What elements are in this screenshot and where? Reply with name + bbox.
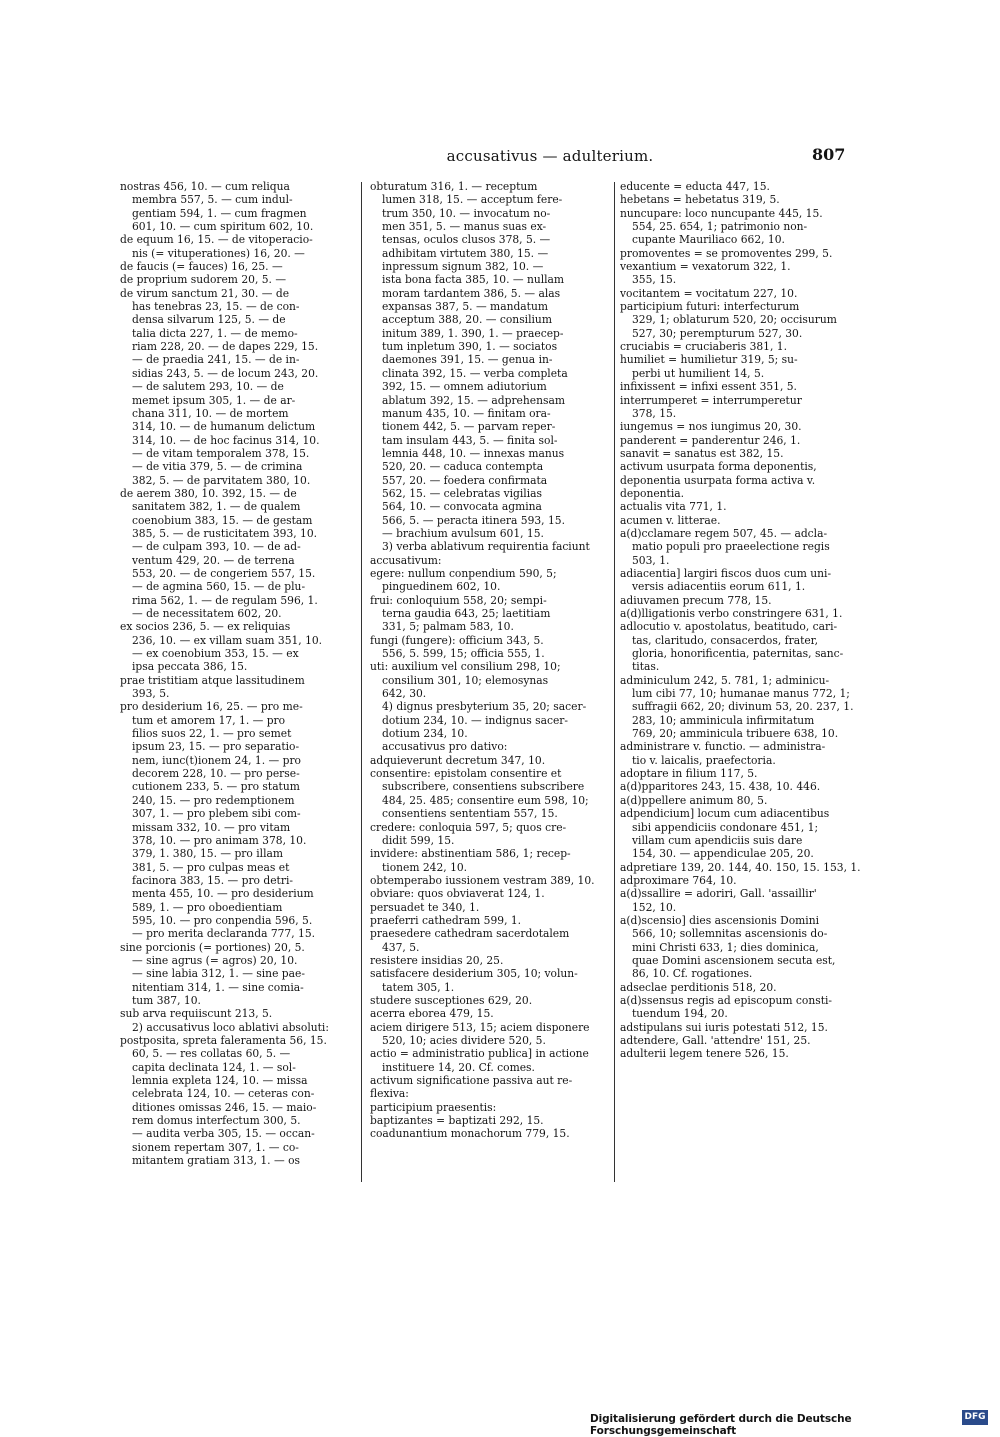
index-line: fungi (fungere): officium 343, 5. — [370, 633, 544, 647]
index-line: didit 599, 15. — [382, 833, 455, 847]
index-line: expansas 387, 5. — mandatum — [382, 300, 548, 314]
index-line: coadunantium monachorum 779, 15. — [370, 1127, 570, 1141]
index-line: terna gaudia 643, 25; laetitiam — [382, 607, 551, 620]
index-line: 240, 15. — pro redemptionem — [132, 793, 295, 807]
index-line: 769, 20; amminicula tribuere 638, 10. — [632, 727, 839, 741]
index-line: egere: nullum conpendium 590, 5; — [370, 566, 557, 580]
index-line: densa silvarum 125, 5. — de — [132, 313, 286, 327]
index-line: accusativus pro dativo: — [382, 740, 508, 754]
index-line: celebrata 124, 10. — ceteras con- — [132, 1087, 315, 1101]
index-line: 520, 20. — caduca contempta — [382, 460, 544, 474]
index-line: ex socios 236, 5. — ex reliquias — [120, 620, 291, 634]
index-line: acumen v. litterae. — [620, 513, 721, 527]
index-line: manum 435, 10. — finitam ora- — [382, 406, 551, 420]
index-line: decorem 228, 10. — pro perse- — [132, 767, 300, 781]
index-line: 392, 15. — omnem adiutorium — [382, 380, 547, 394]
index-line: tum inpletum 390, 1. — sociatos — [382, 340, 558, 354]
index-line: — sine agrus (= agros) 20, 10. — [132, 953, 298, 967]
index-line: 329, 1; oblaturum 520, 20; occisurum — [632, 313, 837, 327]
index-line: sidias 243, 5. — de locum 243, 20. — [132, 366, 319, 380]
index-line: 2) accusativus loco ablativi absoluti: — [132, 1020, 329, 1034]
index-line: adhibitam virtutem 380, 15. — — [382, 246, 549, 260]
index-line: participium futuri: interfecturum — [620, 300, 800, 314]
index-line: satisfacere desiderium 305, 10; volun- — [370, 967, 578, 981]
index-line: tio v. laicalis, praefectoria. — [632, 753, 776, 767]
index-line: ditiones omissas 246, 15. — maio- — [132, 1100, 317, 1114]
index-line: dotium 234, 10. — [382, 727, 468, 741]
index-line: acerra eborea 479, 15. — [370, 1007, 494, 1021]
index-line: adulterii legem tenere 526, 15. — [620, 1047, 789, 1061]
index-line: educente = educta 447, 15. — [620, 180, 770, 193]
index-line: quae Domini ascensionem secuta est, — [632, 953, 836, 967]
index-line: — de necessitatem 602, 20. — [132, 607, 282, 620]
index-line: facinora 383, 15. — pro detri- — [132, 873, 293, 887]
index-line: 562, 15. — celebratas vigilias — [382, 486, 543, 500]
index-line: nem, iunc(t)ionem 24, 1. — pro — [132, 753, 301, 767]
index-line: credere: conloquia 597, 5; quos cre- — [370, 820, 567, 834]
index-line: praeferri cathedram 599, 1. — [370, 913, 522, 927]
index-line: adoptare in filium 117, 5. — [620, 767, 758, 781]
index-line: — audita verba 305, 15. — occan- — [132, 1127, 315, 1141]
index-line: vexantium = vexatorum 322, 1. — [620, 260, 791, 274]
index-line: has tenebras 23, 15. — de con- — [132, 300, 300, 314]
index-line: villam cum apendiciis suis dare — [632, 833, 803, 847]
index-line: adquieverunt decretum 347, 10. — [370, 753, 546, 767]
index-line: perbi ut humilient 14, 5. — [632, 366, 765, 380]
index-line: activum usurpata forma deponentis, — [620, 460, 817, 474]
index-line: iungemus = nos iungimus 20, 30. — [620, 420, 802, 434]
index-line: obviare: quos obviaverat 124, 1. — [370, 887, 545, 901]
index-line: 503, 1. — [632, 553, 670, 567]
index-line: adstipulans sui iuris potestati 512, 15. — [620, 1020, 828, 1034]
index-line: a(d)ssallire = adoriri, Gall. 'assaillir' — [620, 887, 817, 901]
index-line: nitentiam 314, 1. — sine comia- — [132, 980, 304, 994]
index-line: mitantem gratiam 313, 1. — os — [132, 1154, 300, 1168]
index-line: frui: conloquium 558, 20; sempi- — [370, 593, 547, 607]
index-line: 566, 10; sollemnitas ascensionis do- — [632, 927, 828, 941]
index-line: deponentia. — [620, 486, 685, 500]
index-line: 437, 5. — [382, 940, 420, 954]
index-line: adproximare 764, 10. — [620, 873, 737, 887]
index-line: adiacentia] largiri fiscos duos cum uni- — [620, 566, 832, 580]
index-line: tum 387, 10. — [132, 993, 201, 1007]
index-line: ista bona facta 385, 10. — nullam — [382, 273, 565, 287]
index-line: adpendicium] locum cum adiacentibus — [620, 807, 830, 821]
index-line: 595, 10. — pro conpendia 596, 5. — [132, 913, 313, 927]
index-line: resistere insidias 20, 25. — [370, 953, 504, 967]
index-column-1 — [120, 180, 352, 1167]
index-line: a(d)scensio] dies ascensionis Domini — [620, 913, 820, 927]
index-line: de proprium sudorem 20, 5. — — [120, 273, 287, 287]
index-line: administrare v. functio. — administra- — [620, 740, 826, 754]
page-number: 807 — [812, 145, 846, 164]
index-line: inpressum signum 382, 10. — — [382, 260, 544, 274]
index-line: matio populi pro praeelectione regis — [632, 540, 830, 554]
index-line: daemones 391, 15. — genua in- — [382, 353, 553, 367]
index-line: adlocutio v. apostolatus, beatitudo, cari- — [620, 620, 838, 634]
index-line: adseclae perditionis 518, 20. — [620, 980, 777, 994]
index-line: capita declinata 124, 1. — sol- — [132, 1060, 296, 1074]
dfg-logo: DFG — [962, 1410, 988, 1425]
index-line: de equum 16, 15. — de vitoperacio- — [120, 233, 313, 247]
index-line: vocitantem = vocitatum 227, 10. — [620, 286, 798, 300]
index-line: ventum 429, 20. — de terrena — [132, 553, 295, 567]
index-line: cutionem 233, 5. — pro statum — [132, 780, 300, 794]
index-line: cruciabis = cruciaberis 381, 1. — [620, 340, 787, 354]
index-line: de faucis (= fauces) 16, 25. — — [120, 260, 283, 274]
index-line: activum significatione passiva aut re- — [370, 1074, 573, 1088]
index-line: de aerem 380, 10. 392, 15. — de — [120, 486, 297, 500]
index-line: mini Christi 633, 1; dies dominica, — [632, 940, 819, 954]
index-line: — pro merita declaranda 777, 15. — [132, 927, 316, 941]
index-line: 520, 10; acies dividere 520, 5. — [382, 1034, 546, 1047]
index-line: titas. — [632, 660, 660, 674]
index-line: participium praesentis: — [370, 1100, 497, 1114]
index-line: a(d)ppellere animum 80, 5. — [620, 793, 768, 807]
index-line: prae tristitiam atque lassitudinem — [120, 673, 305, 687]
index-line: clinata 392, 15. — verba completa — [382, 366, 568, 380]
index-line: 554, 25. 654, 1; patrimonio non- — [632, 220, 808, 234]
index-line: 86, 10. Cf. rogationes. — [632, 967, 753, 981]
index-line: suffragii 662, 20; divinum 53, 20. 237, 1. — [632, 700, 854, 714]
index-line: 553, 20. — de congeriem 557, 15. — [132, 566, 316, 580]
index-line: sionem repertam 307, 1. — co- — [132, 1140, 299, 1154]
index-line: 314, 10. — de humanum delictum — [132, 420, 316, 434]
index-line: invidere: abstinentiam 586, 1; recep- — [370, 847, 571, 861]
index-line: 331, 5; palmam 583, 10. — [382, 620, 514, 634]
index-line: accusativum: — [370, 553, 442, 567]
index-line: lemnia expleta 124, 10. — missa — [132, 1074, 308, 1088]
index-line: acceptum 388, 20. — consilium — [382, 313, 552, 327]
index-line: 379, 1. 380, 15. — pro illam — [132, 847, 284, 861]
index-line: gloria, honorificentia, paternitas, sanc- — [632, 647, 844, 661]
index-line: versis adiacentiis eorum 611, 1. — [632, 580, 806, 594]
index-line: 381, 5. — pro culpas meas et — [132, 860, 290, 874]
index-line: 378, 15. — [632, 406, 677, 420]
index-line: deponentia usurpata forma activa v. — [620, 473, 816, 487]
index-line: ablatum 392, 15. — adprehensam — [382, 393, 565, 407]
index-line: tensas, oculos clusos 378, 5. — — [382, 233, 551, 247]
index-line: 566, 5. — peracta itinera 593, 15. — [382, 513, 565, 527]
index-line: tionem 242, 10. — [382, 860, 468, 874]
index-line: 307, 1. — pro plebem sibi com- — [132, 807, 301, 821]
index-line: 484, 25. 485; consentire eum 598, 10; — [382, 793, 589, 807]
index-line: aciem dirigere 513, 15; aciem disponere — [370, 1020, 590, 1034]
index-line: tam insulam 443, 5. — finita sol- — [382, 433, 558, 447]
index-line: — ex coenobium 353, 15. — ex — [132, 647, 299, 661]
index-line: tionem 442, 5. — parvam reper- — [382, 420, 556, 434]
index-line: men 351, 5. — manus suas ex- — [382, 220, 547, 234]
index-line: filios suos 22, 1. — pro semet — [132, 727, 292, 741]
index-line: coenobium 383, 15. — de gestam — [132, 513, 313, 527]
index-line: panderent = panderentur 246, 1. — [620, 433, 801, 447]
index-line: consilium 301, 10; elemosynas — [382, 673, 549, 687]
index-column-2 — [370, 180, 608, 1141]
index-line: 283, 10; amminicula infirmitatum — [632, 713, 815, 727]
index-line: obtemperabo iussionem vestram 389, 10. — [370, 873, 595, 887]
index-line: lum cibi 77, 10; humanae manus 772, 1; — [632, 687, 850, 701]
index-line: 355, 15. — [632, 273, 677, 287]
index-line: lumen 318, 15. — acceptum fere- — [382, 193, 563, 207]
index-line: 589, 1. — pro oboedientiam — [132, 900, 283, 914]
index-line: adminiculum 242, 5. 781, 1; adminicu- — [620, 673, 830, 687]
funding-notice: Digitalisierung gefördert durch die Deutsche Forschungsgemeinschaft — [590, 1413, 852, 1437]
index-line: trum 350, 10. — invocatum no- — [382, 206, 551, 220]
index-line: consentire: epistolam consentire et — [370, 767, 562, 781]
index-line: de virum sanctum 21, 30. — de — [120, 286, 290, 300]
index-line: a(d)lligationis verbo constringere 631, 1. — [620, 607, 843, 620]
column-divider — [361, 182, 362, 1182]
index-line: flexiva: — [370, 1087, 409, 1101]
index-line: 564, 10. — convocata agmina — [382, 500, 542, 514]
index-line: a(d)pparitores 243, 15. 438, 10. 446. — [620, 780, 821, 794]
index-line: 378, 10. — pro animam 378, 10. — [132, 833, 307, 847]
running-head-title: accusativus — adulterium. — [446, 147, 654, 165]
column-divider — [614, 182, 615, 1182]
index-line: 601, 10. — cum spiritum 602, 10. — [132, 220, 314, 234]
index-line: 314, 10. — de hoc facinus 314, 10. — [132, 433, 320, 447]
index-line: 152, 10. — [632, 900, 677, 914]
index-line: — de vitam temporalem 378, 15. — [132, 446, 310, 460]
index-line: sibi appendiciis condonare 451, 1; — [632, 820, 819, 834]
index-line: actio = administratio publica] in actione — [370, 1047, 589, 1061]
index-line: promoventes = se promoventes 299, 5. — [620, 246, 833, 260]
index-line: subscribere, consentiens subscribere — [382, 780, 585, 794]
index-line: actualis vita 771, 1. — [620, 500, 727, 514]
index-line: lemnia 448, 10. — innexas manus — [382, 446, 565, 460]
index-line: 4) dignus presbyterium 35, 20; sacer- — [382, 700, 587, 714]
index-line: — sine labia 312, 1. — sine pae- — [132, 967, 305, 981]
index-line: postposita, spreta faleramenta 56, 15. — [120, 1034, 327, 1047]
index-line: sanavit = sanatus est 382, 15. — [620, 446, 784, 460]
index-line: — de vitia 379, 5. — de crimina — [132, 460, 303, 474]
index-line: chana 311, 10. — de mortem — [132, 406, 289, 420]
index-line: obturatum 316, 1. — receptum — [370, 180, 538, 193]
index-line: — de culpam 393, 10. — de ad- — [132, 540, 301, 554]
index-line: 393, 5. — [132, 687, 170, 701]
index-line: membra 557, 5. — cum indul- — [132, 193, 293, 207]
index-line: infixissent = infixi essent 351, 5. — [620, 380, 797, 394]
index-line: adpretiare 139, 20. 144, 40. 150, 15. 153, 1. — [620, 860, 861, 874]
index-line: humiliet = humilietur 319, 5; su- — [620, 353, 798, 367]
index-line: tatem 305, 1. — [382, 980, 455, 994]
index-line: 557, 20. — foedera confirmata — [382, 473, 548, 487]
index-line: 385, 5. — de rusticitatem 393, 10. — [132, 526, 318, 540]
index-column-3 — [620, 180, 876, 1061]
index-line: sub arva requiiscunt 213, 5. — [120, 1007, 273, 1021]
index-line: missam 332, 10. — pro vitam — [132, 820, 291, 834]
index-line: cupante Mauriliaco 662, 10. — [632, 233, 785, 247]
index-line: gentiam 594, 1. — cum fragmen — [132, 206, 307, 220]
index-line: tuendum 194, 20. — [632, 1007, 728, 1021]
index-line: adiuvamen precum 778, 15. — [620, 593, 772, 607]
index-line: sine porcionis (= portiones) 20, 5. — [120, 940, 305, 954]
index-line: a(d)cclamare regem 507, 45. — adcla- — [620, 526, 828, 540]
index-line: 642, 30. — [382, 687, 427, 701]
index-line: uti: auxilium vel consilium 298, 10; — [370, 660, 561, 674]
index-line: moram tardantem 386, 5. — alas — [382, 286, 561, 300]
index-line: tas, claritudo, consacerdos, frater, — [632, 633, 819, 647]
index-line: 527, 30; perempturum 527, 30. — [632, 326, 803, 340]
index-line: ipsa peccata 386, 15. — [132, 660, 248, 674]
index-line: memet ipsum 305, 1. — de ar- — [132, 393, 296, 407]
index-line: adtendere, Gall. 'attendre' 151, 25. — [620, 1034, 811, 1047]
index-line: interrumperet = interrumperetur — [620, 393, 802, 407]
index-line: 556, 5. 599, 15; officia 555, 1. — [382, 647, 545, 661]
index-line: praesedere cathedram sacerdotalem — [370, 927, 570, 941]
index-line: 236, 10. — ex villam suam 351, 10. — [132, 633, 323, 647]
index-line: — brachium avulsum 601, 15. — [382, 526, 544, 540]
index-line: persuadet te 340, 1. — [370, 900, 480, 914]
index-line: rima 562, 1. — de regulam 596, 1. — [132, 593, 318, 607]
index-line: riam 228, 20. — de dapes 229, 15. — [132, 340, 319, 354]
index-line: hebetans = hebetatus 319, 5. — [620, 193, 780, 207]
index-line: ipsum 23, 15. — pro separatio- — [132, 740, 300, 754]
index-line: pro desiderium 16, 25. — pro me- — [120, 700, 303, 714]
index-line: a(d)ssensus regis ad episcopum consti- — [620, 993, 833, 1007]
index-line: — de agmina 560, 15. — de plu- — [132, 580, 306, 594]
index-line: — de salutem 293, 10. — de — [132, 380, 284, 394]
index-line: nostras 456, 10. — cum reliqua — [120, 180, 290, 193]
index-line: 3) verba ablativum requirentia faciunt — [382, 540, 590, 554]
index-line: — de praedia 241, 15. — de in- — [132, 353, 300, 367]
index-line: instituere 14, 20. Cf. comes. — [382, 1060, 535, 1074]
index-line: studere susceptiones 629, 20. — [370, 993, 533, 1007]
index-line: dotium 234, 10. — indignus sacer- — [382, 713, 569, 727]
index-line: nis (= vituperationes) 16, 20. — — [132, 246, 305, 260]
index-line: rem domus interfectum 300, 5. — [132, 1114, 301, 1128]
index-line: tum et amorem 17, 1. — pro — [132, 713, 286, 727]
index-line: baptizantes = baptizati 292, 15. — [370, 1114, 544, 1128]
index-line: sanitatem 382, 1. — de qualem — [132, 500, 301, 514]
index-line: talia dicta 227, 1. — de memo- — [132, 326, 298, 340]
index-line: initum 389, 1. 390, 1. — praecep- — [382, 326, 564, 340]
index-line: 60, 5. — res collatas 60, 5. — — [132, 1047, 291, 1061]
index-line: menta 455, 10. — pro desiderium — [132, 887, 314, 901]
index-line: pinguedinem 602, 10. — [382, 580, 501, 594]
index-line: consentiens sententiam 557, 15. — [382, 807, 558, 821]
index-line: nuncupare: loco nuncupante 445, 15. — [620, 206, 823, 220]
index-line: 382, 5. — de parvitatem 380, 10. — [132, 473, 311, 487]
index-line: 154, 30. — appendiculae 205, 20. — [632, 847, 814, 861]
